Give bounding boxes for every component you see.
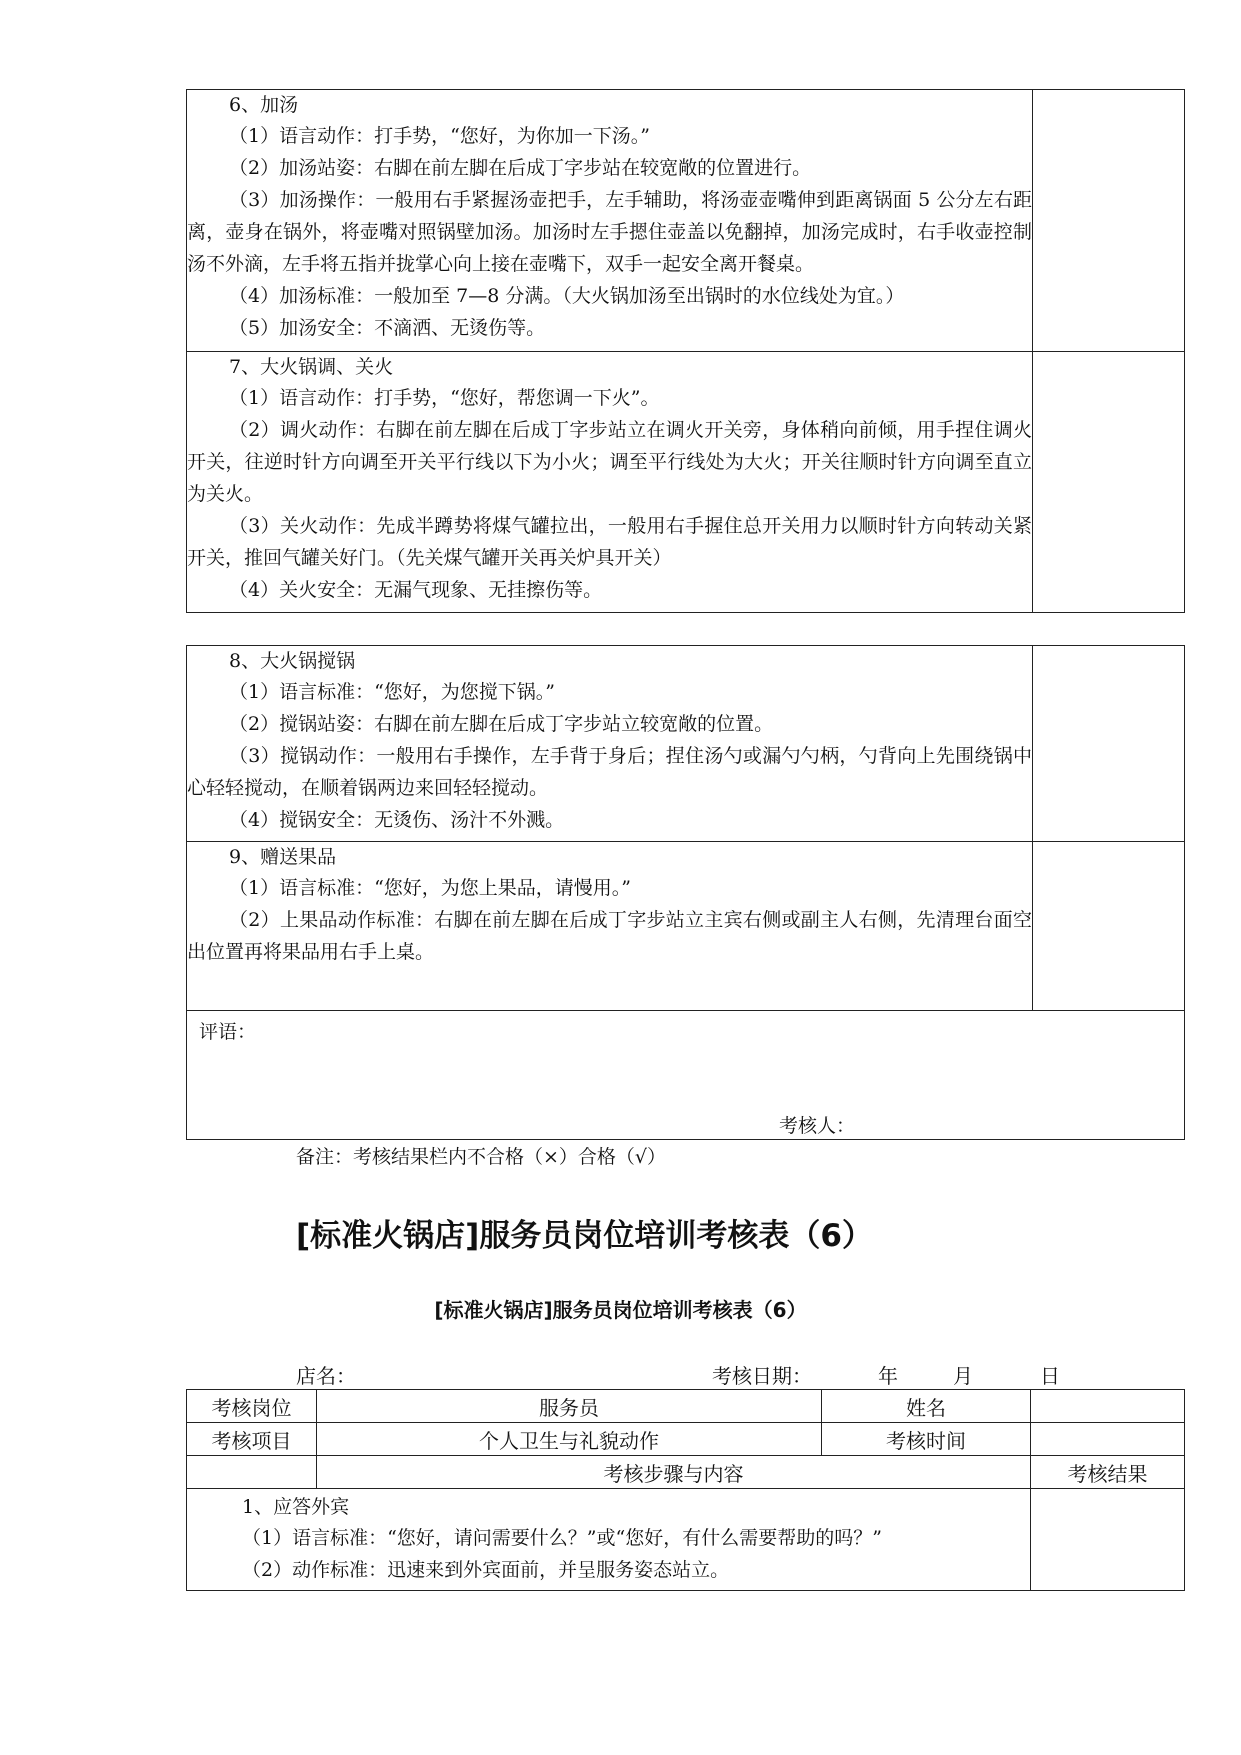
- item-line: （2）加汤站姿：右脚在前左脚在后成丁字步站在较宽敞的位置进行。: [229, 157, 812, 179]
- item-line: （4）关火安全：无漏气现象、无挂擦伤等。: [229, 579, 603, 601]
- item-line: （1）语言标准：“您好，请问需要什么？”或“您好，有什么需要帮助的吗？”: [242, 1527, 882, 1549]
- step-content-cell: [187, 1489, 1031, 1591]
- table-row: [187, 352, 1185, 613]
- position-label: 考核岗位: [187, 1390, 317, 1423]
- step-content-cell: [187, 646, 1033, 842]
- result-cell[interactable]: [1031, 1489, 1185, 1591]
- project-label: 考核项目: [187, 1423, 317, 1456]
- year-label: 年: [878, 1364, 898, 1388]
- table-row: [187, 646, 1185, 842]
- item-line: （1）语言标准：“您好，为您上果品，请慢用。”: [229, 877, 632, 899]
- item-line: （3）关火动作：先成半蹲势将煤气罐拉出，一般用右手握住总开关用力以顺时针方向转动关紧开关，推回气罐关好门。（先关煤气罐开关再关炉具开关）: [187, 515, 1032, 569]
- item-line: （3）搅锅动作：一般用右手操作，左手背于身后；捏住汤勺或漏勺勺柄，勺背向上先围绕锅中心轻轻搅动，在顺着锅两边来回轻轻搅动。: [187, 745, 1032, 799]
- step-content-cell: [187, 352, 1033, 613]
- table-row: [187, 1390, 1185, 1423]
- month-label: 月: [953, 1364, 973, 1388]
- comment-row: [187, 1011, 1185, 1140]
- document-title: [标准火锅店]服务员岗位培训考核表（6）: [296, 1218, 873, 1254]
- item-line: （1）语言标准：“您好，为您搅下锅。”: [229, 681, 556, 703]
- result-cell[interactable]: [1033, 352, 1185, 613]
- table-row: [187, 842, 1185, 1011]
- item-line: （2）动作标准：迅速来到外宾面前，并呈服务姿态站立。: [242, 1559, 730, 1581]
- time-value-cell[interactable]: [1031, 1423, 1185, 1456]
- training-table-part-1: [186, 89, 1185, 613]
- step-content-cell: [187, 842, 1033, 1011]
- item-title: 1、应答外宾: [242, 1496, 350, 1518]
- item-title: 8、大火锅搅锅: [229, 650, 356, 672]
- item-title: 9、赠送果品: [229, 846, 337, 868]
- item-line: （5）加汤安全：不滴洒、无烫伤等。: [229, 317, 546, 339]
- table-row: [187, 1423, 1185, 1456]
- item-title: 7、大火锅调、关火: [229, 356, 394, 378]
- position-value: 服务员: [317, 1390, 822, 1423]
- form-title: [标准火锅店]服务员岗位培训考核表（6）: [434, 1298, 807, 1322]
- assessment-date-label: 考核日期：: [712, 1364, 812, 1388]
- name-label: 姓名: [822, 1390, 1031, 1423]
- item-line: （2）调火动作：右脚在前左脚在后成丁字步站立在调火开关旁，身体稍向前倾，用手捏住调火开关，往逆时针方向调至开关平行线以下为小火；调至平行线处为大火；开关往顺时针方向调至直立为关火。: [187, 419, 1032, 505]
- training-table-part-2: [186, 645, 1185, 1140]
- result-cell[interactable]: [1033, 842, 1185, 1011]
- comment-label: 评语：: [199, 1021, 257, 1043]
- item-title: 6、加汤: [229, 94, 299, 116]
- step-content-cell: [187, 90, 1033, 352]
- name-value-cell[interactable]: [1031, 1390, 1185, 1423]
- item-line: （4）搅锅安全：无烫伤、汤汁不外溅。: [229, 809, 565, 831]
- item-line: （3）加汤操作：一般用右手紧握汤壶把手，左手辅助，将汤壶壶嘴伸到距离锅面 5 公分左右距离，壶身在锅外，将壶嘴对照锅壁加汤。加汤时左手摁住壶盖以免翻掉，加汤完成时，右手收壶控制汤不外滴，左手将五指并拢掌心向上接在壶嘴下，双手一起安全离开餐桌。: [187, 189, 1032, 275]
- table-row: [187, 1489, 1185, 1591]
- result-cell[interactable]: [1033, 646, 1185, 842]
- table-row: [187, 1456, 1185, 1489]
- item-line: （2）上果品动作标准：右脚在前左脚在后成丁字步站立主宾右侧或副主人右侧，先清理台面空出位置再将果品用右手上桌。: [187, 909, 1032, 963]
- store-name-label: 店名：: [296, 1364, 356, 1388]
- table-row: [187, 90, 1185, 352]
- steps-header: 考核步骤与内容: [317, 1456, 1031, 1489]
- item-line: （4）加汤标准：一般加至 7—8 分满。（大火锅加汤至出锅时的水位线处为宜。）: [229, 285, 905, 307]
- assessment-form-table: [186, 1389, 1185, 1591]
- remark-note: 备注：考核结果栏内不合格（×）合格（√）: [296, 1146, 667, 1168]
- day-label: 日: [1040, 1364, 1060, 1388]
- item-line: （2）搅锅站姿：右脚在前左脚在后成丁字步站立较宽敞的位置。: [229, 713, 774, 735]
- project-value: 个人卫生与礼貌动作: [317, 1423, 822, 1456]
- result-cell[interactable]: [1033, 90, 1185, 352]
- time-label: 考核时间: [822, 1423, 1031, 1456]
- result-header: 考核结果: [1031, 1456, 1185, 1489]
- assessor-label: 考核人：: [779, 1115, 856, 1137]
- item-line: （1）语言动作：打手势，“您好，帮您调一下火”。: [229, 387, 660, 409]
- comment-cell[interactable]: [187, 1011, 1185, 1140]
- blank-header-cell: [187, 1456, 317, 1489]
- item-line: （1）语言动作：打手势，“您好，为你加一下汤。”: [229, 125, 651, 147]
